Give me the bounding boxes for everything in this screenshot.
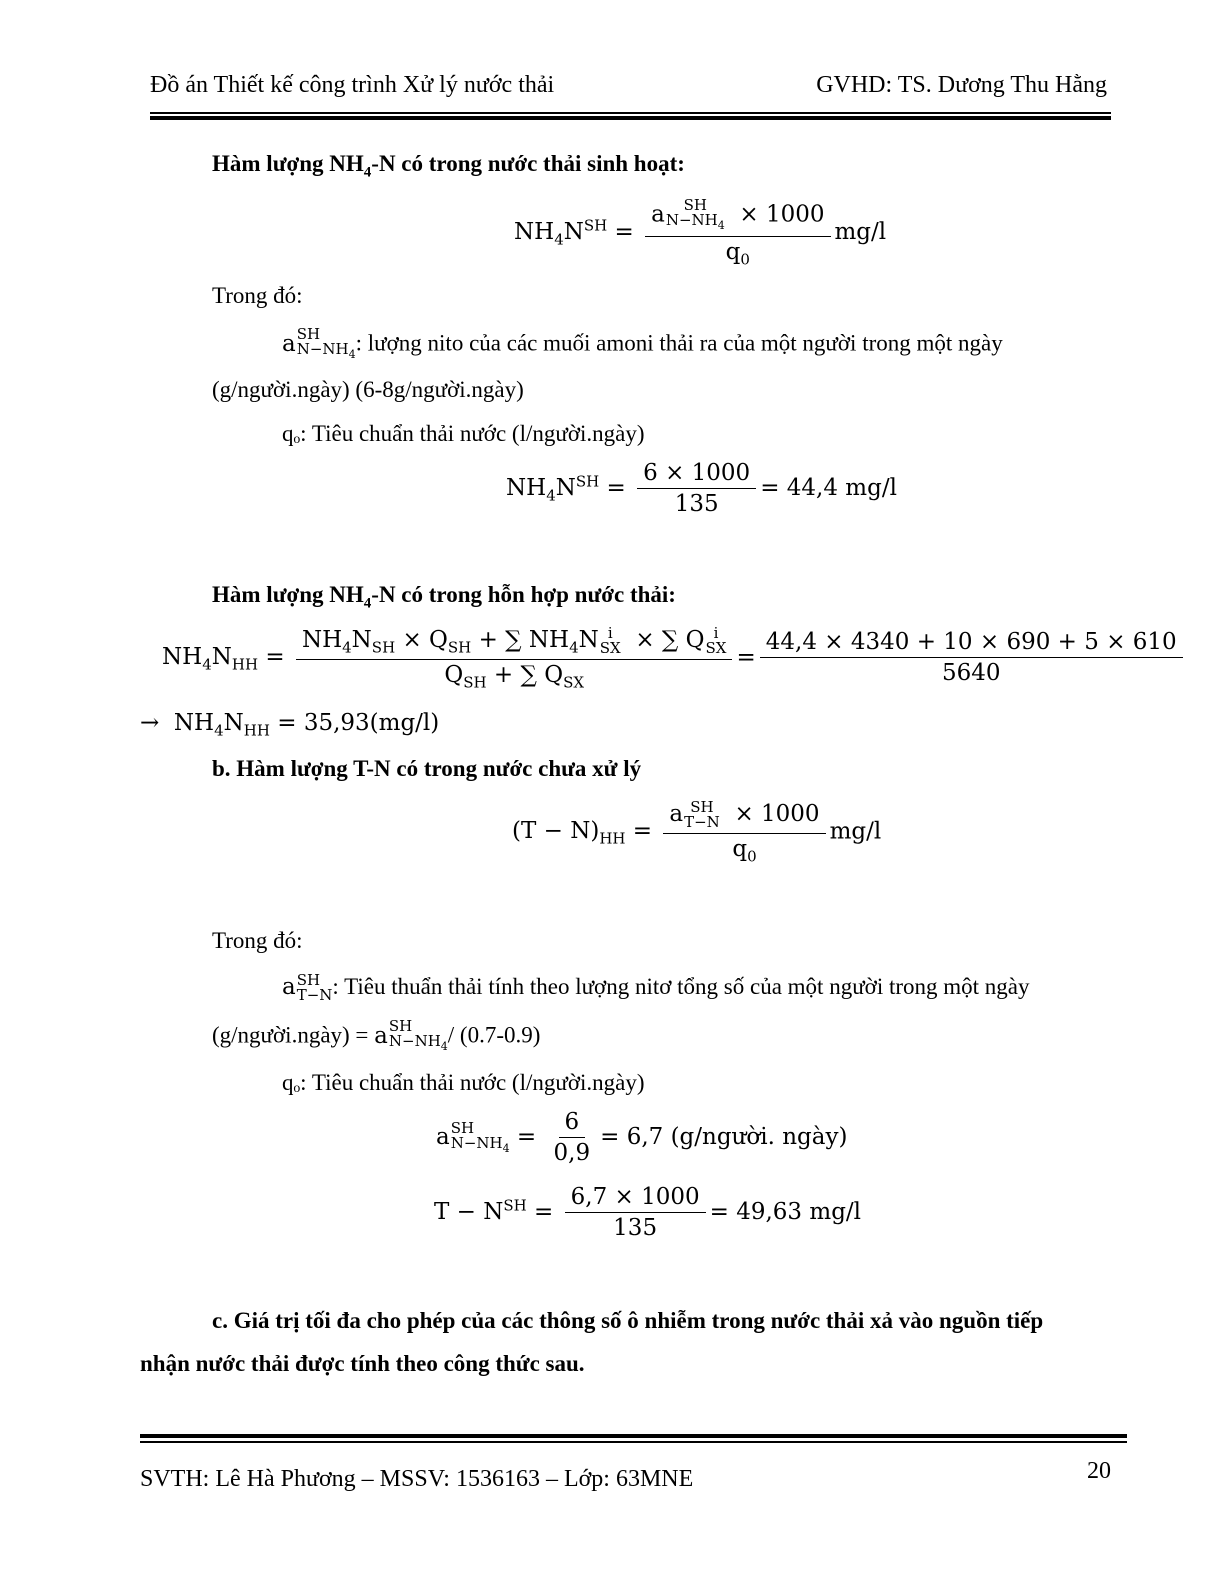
footer-rule-thick: [140, 1434, 1127, 1438]
formula-nh4-sh: $NH_4N^{SH}$ = a SH $N-NH_4$ × 1000 $q_0$ mg/l: [514, 196, 887, 269]
page-number: 20: [1087, 1458, 1111, 1484]
def-a-tn: a SH T−N : Tiêu thuẩn thải tính theo lượng nitơ tổng số của một người trong một ngày: [282, 971, 1030, 1004]
def-a-nh4-cont: (g/người.ngày) (6-8g/người.ngày): [212, 377, 524, 402]
heading-c-line1: c. Giá trị tối đa cho phép của các thông số ô nhiễm trong nước thải xả vào nguồn tiếp: [212, 1308, 1044, 1333]
footer-left: SVTH: Lê Hà Phương – MSSV: 1536163 – Lớp: 63MNE: [140, 1466, 694, 1492]
heading-nh4-hh: Hàm lượng $NH_4-N$ có trong hỗn hợp nước thải:: [212, 582, 676, 612]
calc-tn-sh: $T - N^{SH}$ = $\frac{6,7 \times 1000}{135}$ = 49,63 mg/l: [434, 1184, 862, 1241]
heading-tn: b. Hàm lượng T-N có trong nước chưa xử lý: [212, 756, 642, 781]
header-left: Đồ án Thiết kế công trình Xử lý nước thải: [150, 72, 555, 98]
calc-nh4-sh: $NH_4N^{SH}$ = $\frac{6 \times 1000}{135}$ = 44,4 mg/l: [506, 460, 897, 517]
heading-c-line2: nhận nước thải được tính theo công thức sau.: [140, 1351, 585, 1376]
trong-do-1: Trong đó:: [212, 283, 303, 308]
header-right: GVHD: TS. Dương Thu Hằng: [816, 72, 1107, 98]
result-nh4-hh: → $NH_4N_{HH} = 35,93(mg/l)$: [140, 710, 440, 740]
calc-a-tn: a SH $N-NH_4$ = $\frac{6}{0,9}$ = 6,7 (g/người. ngày): [436, 1109, 848, 1166]
header-rule-thick: [150, 116, 1111, 120]
formula-tn: $(T - N)_{HH}$ = a SH T−N × 1000 $q_0$ mg/l: [512, 798, 882, 866]
def-a-tn-cont: (g/người.ngày) = a SH $N-NH_4$ / (0.7-0.9): [212, 1017, 541, 1053]
def-q0-2: qₒ: Tiêu chuẩn thải nước (l/người.ngày): [282, 1070, 645, 1095]
header-rule-thin: [150, 112, 1111, 114]
footer-rule-thin: [140, 1441, 1127, 1443]
trong-do-2: Trong đó:: [212, 928, 303, 953]
def-a-nh4: a SH $N-NH_4$ : lượng nito của các muối amoni thải ra của một người trong một ngày: [282, 325, 1003, 361]
heading-nh4-sh: Hàm lượng $NH_4-N$ có trong nước thải sinh hoạt:: [212, 151, 685, 181]
unit-mgl: mg/l: [834, 218, 887, 245]
def-q0-1: qₒ: Tiêu chuẩn thải nước (l/người.ngày): [282, 421, 645, 446]
formula-nh4-hh: $NH_4N_{HH}$ = $NH_4N_{SH} \times Q_{SH}$ + ∑ $NH_4N$ i SX × ∑ Q i SX $Q_{SH}$ + ∑ $Q_{SX}$ = $\frac{44,4 \times 4340 + 10 \times 690 + 5 \times 610}{5640}$: [162, 626, 1187, 691]
